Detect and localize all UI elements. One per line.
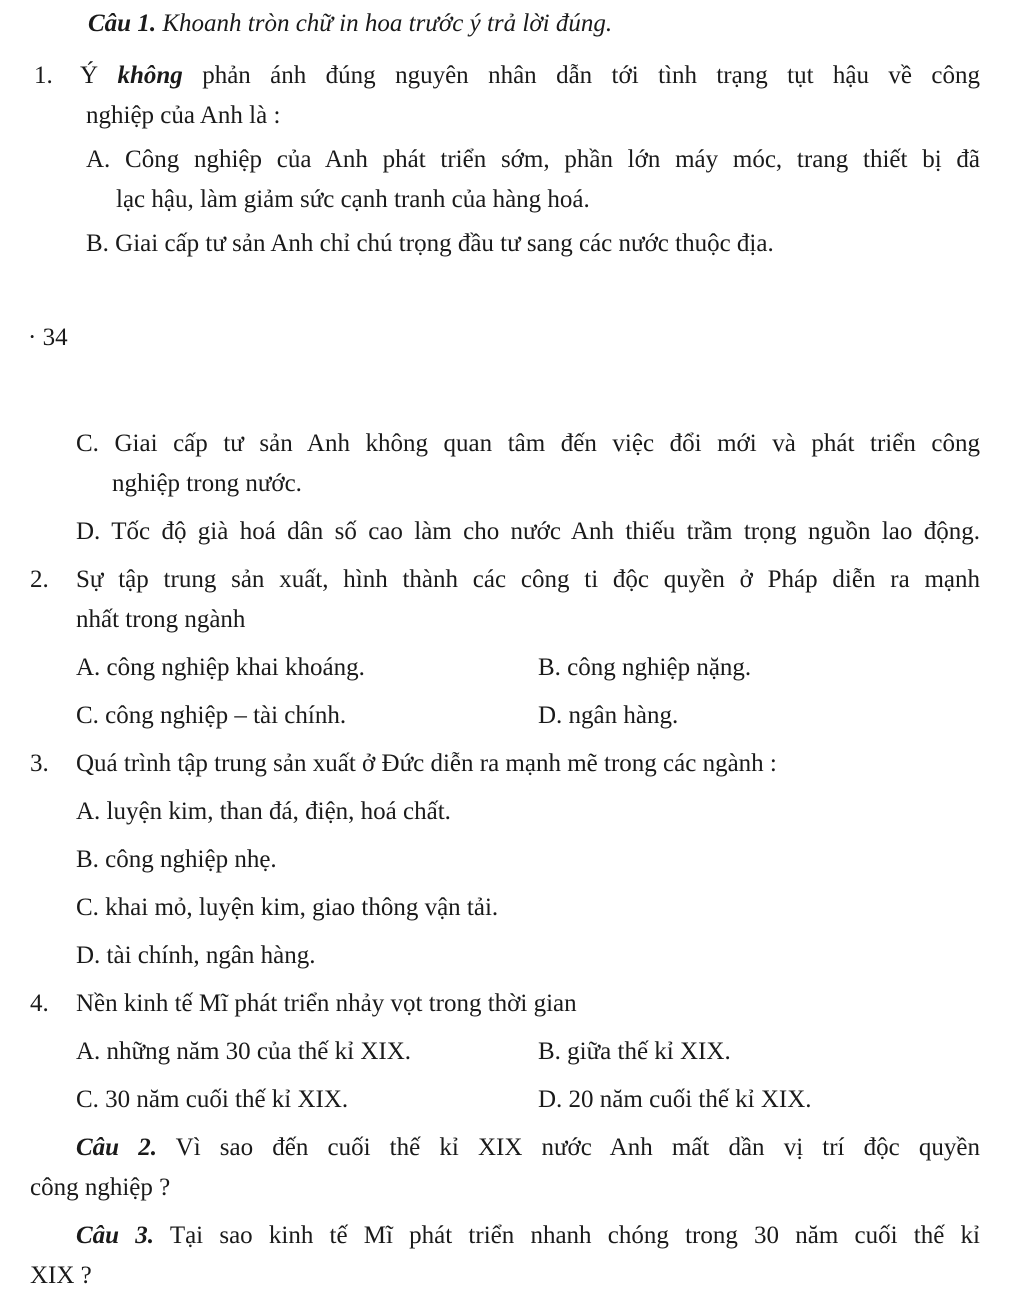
q3-option-a: A. luyện kim, than đá, điện, hoá chất. (76, 798, 451, 825)
q4-stem (30, 986, 577, 1022)
cau3-label: Câu 3. (76, 1222, 155, 1249)
q3-number: 3. (30, 750, 49, 777)
q2-option-c: C. công nghiệp – tài chính. (76, 702, 347, 729)
cau2-label: Câu 2. (76, 1134, 157, 1161)
q2-stem-line1 (30, 562, 980, 598)
q1-stem-text: phản ánh đúng nguyên nhân dẫn tới tình trạng tụt hậu về công (202, 62, 981, 89)
cau1-label: Câu 1. (88, 10, 157, 37)
q3-option-b: B. công nghiệp nhẹ. (76, 846, 277, 873)
cau2-line2: công nghiệp ? (30, 1174, 171, 1201)
q2-option-b: B. công nghiệp nặng. (538, 654, 752, 681)
q2-stem-line2: nhất trong ngành (76, 606, 246, 633)
q1-number: 1. (34, 62, 53, 89)
q2-number: 2. (30, 566, 49, 593)
q1-option-a-line2: lạc hậu, làm giảm sức cạnh tranh của hàng hoá. (116, 186, 590, 213)
cau3-line2: XIX ? (30, 1262, 92, 1289)
q1-stem-line1 (34, 58, 980, 94)
q3-stem (30, 746, 777, 782)
q4-stem-text: Nền kinh tế Mĩ phát triển nhảy vọt trong thời gian (76, 990, 577, 1017)
q3-option-c: C. khai mỏ, luyện kim, giao thông vận tải. (76, 894, 499, 921)
cau1-heading (88, 6, 612, 42)
q1-stem-line2: nghiệp của Anh là : (86, 102, 281, 129)
q2-stem-text: Sự tập trung sản xuất, hình thành các công ti độc quyền ở Pháp diễn ra mạnh (76, 566, 980, 593)
q3-option-d: D. tài chính, ngân hàng. (76, 942, 316, 969)
cau2-text: Vì sao đến cuối thế kỉ XIX nước Anh mất dần vị trí độc quyền (175, 1134, 980, 1161)
cau3-line1 (76, 1218, 980, 1254)
q2-option-a: A. công nghiệp khai khoáng. (76, 654, 365, 681)
q1-emphasis: không (117, 62, 183, 89)
q4-option-c: C. 30 năm cuối thế kỉ XIX. (76, 1086, 349, 1113)
q3-stem-text: Quá trình tập trung sản xuất ở Đức diễn ra mạnh mẽ trong các ngành : (76, 750, 777, 777)
q4-option-d: D. 20 năm cuối thế kỉ XIX. (538, 1086, 812, 1113)
q4-number: 4. (30, 990, 49, 1017)
cau1-instruction: Khoanh tròn chữ in hoa trước ý trả lời đúng. (162, 10, 613, 37)
q1-option-a-line1: A. Công nghiệp của Anh phát triển sớm, phần lớn máy móc, trang thiết bị đã (86, 146, 980, 173)
q4-option-a: A. những năm 30 của thế kỉ XIX. (76, 1038, 412, 1065)
cau2-line1 (76, 1130, 980, 1166)
q1-lead: Ý (80, 62, 99, 89)
q4-option-b: B. giữa thế kỉ XIX. (538, 1038, 731, 1065)
q2-option-d: D. ngân hàng. (538, 702, 679, 729)
q1-option-c-line2: nghiệp trong nước. (112, 470, 302, 497)
page-number: · 34 (28, 324, 68, 351)
q1-option-d: D. Tốc độ già hoá dân số cao làm cho nước Anh thiếu trầm trọng nguồn lao động. (76, 518, 980, 545)
q1-option-b: B. Giai cấp tư sản Anh chỉ chú trọng đầu tư sang các nước thuộc địa. (86, 230, 774, 257)
cau3-text: Tại sao kinh tế Mĩ phát triển nhanh chóng trong 30 năm cuối thế kỉ (169, 1222, 980, 1249)
q1-option-c-line1: C. Giai cấp tư sản Anh không quan tâm đến việc đổi mới và phát triển công (76, 430, 980, 457)
